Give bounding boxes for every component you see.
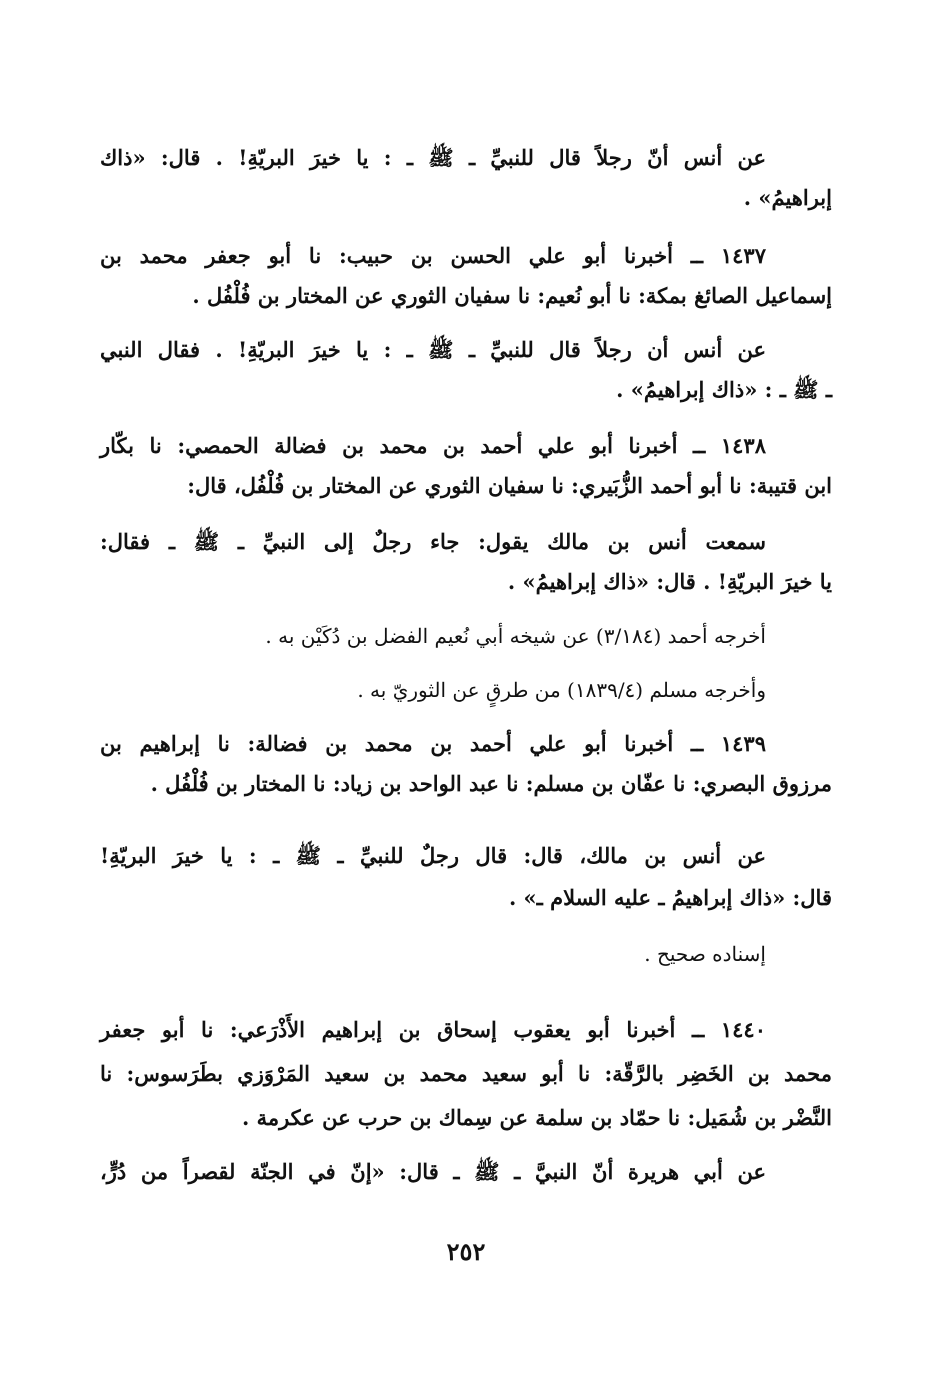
text-line: ابن قتيبة: نا أبو أحمد الزُّبَيري: نا سفيان الثوري عن المختار بن فُلْفُل، قال: xyxy=(187,473,832,498)
page-number: ٢٥٢ xyxy=(446,1237,486,1266)
text-line: عن أبي هريرة أنّ النبيَّ ـ ﷺ ـ قال: «إنّ في الجنّة لقصراً من دُرٍّ، xyxy=(100,1159,766,1184)
text-line: النَّضْر بن شُمَيل: نا حمّاد بن سلمة عن سِماك بن حرب عن عكرمة . xyxy=(241,1105,832,1130)
hadith-1437-heading: ١٤٣٧ ــ أخبرنا أبو علي الحسن بن حبيب: نا أبو جعفر محمد بن xyxy=(100,243,766,268)
isnad-note: إسناده صحيح . xyxy=(644,942,766,966)
text-line: محمد بن الخَضِر بالرَّقّة: نا أبو سعيد محمد بن سعيد المَرْوَزي بطَرَسوس: نا xyxy=(100,1061,832,1086)
text-line: يا خيرَ البريّةِ! . قال: «ذاك إبراهيمُ» . xyxy=(507,569,832,594)
text-line: مرزوق البصري: نا عفّان بن مسلم: نا عبد الواحد بن زياد: نا المختار بن فُلْفُل . xyxy=(150,771,832,796)
takhrij-note: وأخرجه مسلم (١٨٣٩/٤) من طرقٍ عن الثوريّ به . xyxy=(357,678,766,702)
hadith-1439-heading: ١٤٣٩ ــ أخبرنا أبو علي أحمد بن محمد بن فضالة: نا إبراهيم بن xyxy=(100,731,766,756)
text-line: قال: «ذاك إبراهيمُ ـ عليه السلام ـ» . xyxy=(508,885,832,910)
hadith-1438-heading: ١٤٣٨ ــ أخبرنا أبو علي أحمد بن محمد بن فضالة الحمصي: نا بكّار xyxy=(100,433,766,458)
text-line: عن أنس بن مالك، قال: قال رجلٌ للنبيِّ ـ ﷺ ـ : يا خيرَ البريّةِ! xyxy=(100,843,766,868)
text-line: ـ ﷺ ـ : «ذاك إبراهيمُ» . xyxy=(616,377,832,402)
text-line: عن أنس أن رجلاً قال للنبيِّ ـ ﷺ ـ : يا خيرَ البريّةِ! . فقال النبي xyxy=(100,337,766,362)
text-line: إبراهيمُ» . xyxy=(743,185,832,210)
text-line: عن أنس أنّ رجلاً قال للنبيِّ ـ ﷺ ـ : يا خيرَ البريّةِ! . قال: «ذاك xyxy=(100,145,766,170)
text-line: إسماعيل الصائغ بمكة: نا أبو نُعيم: نا سفيان الثوري عن المختار بن فُلْفُل . xyxy=(192,283,832,308)
text-line: سمعت أنس بن مالك يقول: جاء رجلٌ إلى النبيِّ ـ ﷺ ـ فقال: xyxy=(100,529,766,554)
takhrij-note: أخرجه أحمد (٣/١٨٤) عن شيخه أبي نُعيم الفضل بن دُكَيْن به . xyxy=(265,624,766,648)
hadith-1440-heading: ١٤٤٠ ــ أخبرنا أبو يعقوب إسحاق بن إبراهيم الأَذْرَعي: نا أبو جعفر xyxy=(100,1017,766,1042)
